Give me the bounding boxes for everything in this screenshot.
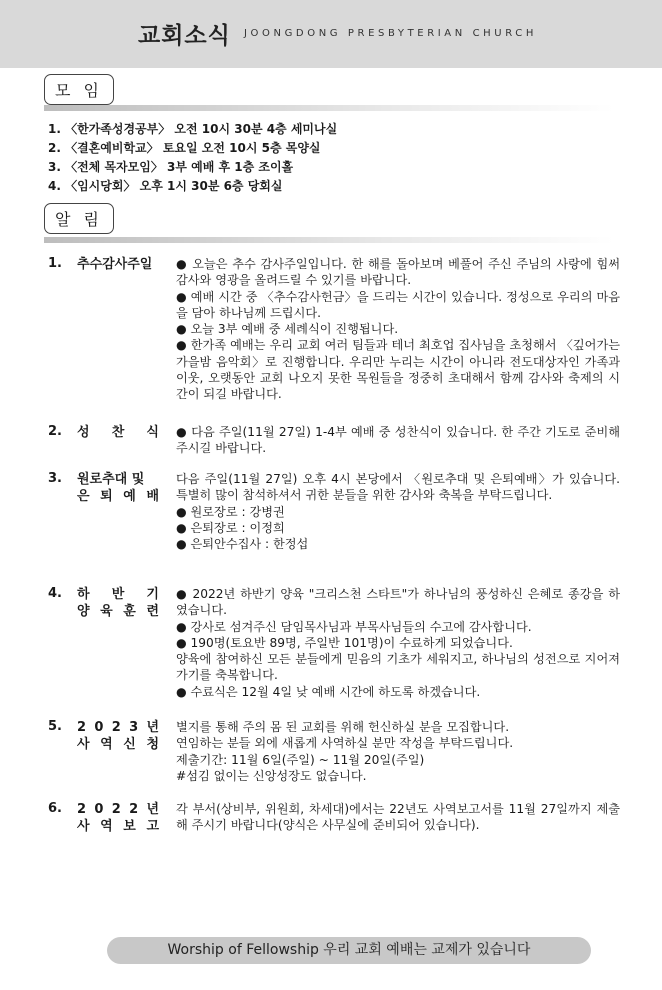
header-band [0, 0, 662, 68]
notice-number: 5. [48, 719, 62, 734]
notice-paragraph: ● 은퇴장로 : 이정희 [176, 520, 285, 535]
church-name: JOONGDONG PRESBYTERIAN CHURCH [244, 28, 537, 39]
notice-heading-line: 원로추대 및 [77, 472, 145, 487]
notice-heading-line: 사 역 보 고 [77, 819, 159, 834]
notice-heading-line: 은 퇴 예 배 [77, 489, 159, 504]
notice-paragraph: ● 오늘 3부 예배 중 세례식이 진행됩니다. [176, 322, 399, 337]
notice-heading-line: 성 찬 식 [77, 425, 159, 440]
meeting-list [48, 120, 628, 196]
notice-heading-line: 2 0 2 3 년 [77, 720, 159, 735]
footer-banner: Worship of Fellowship 우리 교회 예배는 교제가 있습니다 [107, 937, 591, 964]
page-title: 교회소식 [138, 23, 231, 49]
meeting-item: 1. 〈한가족성경공부〉 오전 10시 30분 4층 세미나실 [48, 122, 338, 136]
meetings-divider [44, 105, 614, 111]
notice-paragraph: ● 원로장로 : 강병권 [176, 504, 285, 519]
notices-label: 알 림 [44, 203, 114, 234]
notice-heading-line: 추수감사주일 [77, 257, 153, 272]
notice-paragraph: ● 2022년 하반기 양육 "크리스천 스타트"가 하나님의 풍성하신 은혜로 종강을 하였습니다. [176, 587, 620, 618]
notice-number: 2. [48, 424, 62, 439]
notice-heading-line: 양 육 훈 련 [77, 604, 159, 619]
notice-paragraph: 양육에 참여하신 모든 분들에게 믿음의 기초가 세워지고, 하나님의 성전으로 지어져가기를 축복합니다. [176, 652, 620, 683]
notice-body [176, 256, 620, 403]
meeting-item: 2. 〈결혼예비학교〉 토요일 오전 10시 5층 목양실 [48, 141, 321, 155]
notice-paragraph: 각 부서(상비부, 위원회, 차세대)에서는 22년도 사역보고서를 11월 27일까지 제출해 주시기 바랍니다(양식은 사무실에 준비되어 있습니다). [176, 802, 620, 833]
notice-paragraph: ● 수료식은 12월 4일 낮 예배 시간에 하도록 하겠습니다. [176, 684, 481, 699]
notice-paragraph: 다음 주일(11월 27일) 오후 4시 본당에서 〈원로추대 및 은퇴예배〉가 있습니다. 특별히 많이 참석하셔서 귀한 분들을 위한 감사와 축복을 부탁드립니다. [176, 472, 620, 503]
notice-number: 6. [48, 801, 62, 816]
notice-paragraph: ● 190명(토요반 89명, 주일반 101명)이 수료하게 되었습니다. [176, 635, 513, 650]
notice-paragraph: ● 강사로 섬겨주신 담임목사님과 부목사님들의 수고에 감사합니다. [176, 619, 532, 634]
notice-body [176, 719, 620, 784]
meeting-item: 4. 〈임시당회〉 오후 1시 30분 6층 당회실 [48, 179, 283, 193]
notice-paragraph: ● 한가족 예배는 우리 교회 여러 팀들과 테너 최호업 집사님을 초청해서 〈깊어가는 가을밤 음악회〉로 진행합니다. 우리만 누리는 시간이 아니라 전도대상자인 가족과 이웃, 오랫동안 교회 나오지 못한 목원들을 정중히 초대해서 함께 감사와 축제의 시간이 되길 바랍니다. [176, 338, 620, 402]
notice-body [176, 471, 620, 552]
notice-paragraph: ● 다음 주일(11월 27일) 1-4부 예배 중 성찬식이 있습니다. 한 주간 기도로 준비해 주시길 바랍니다. [176, 425, 620, 456]
notice-body [176, 801, 620, 834]
notice-number: 3. [48, 471, 62, 486]
notice-paragraph: 연임하는 분들 외에 새롭게 사역하실 분만 작성을 부탁드립니다. [176, 736, 514, 751]
notices-divider [44, 237, 614, 243]
notice-body [176, 586, 620, 700]
notice-paragraph: ● 오늘은 추수 감사주일입니다. 한 해를 돌아보며 베풀어 주신 주님의 사랑에 힘써 감사와 영광을 올려드릴 수 있기를 바랍니다. [176, 257, 620, 288]
notice-paragraph: ● 예배 시간 중 〈추수감사헌금〉을 드리는 시간이 있습니다. 정성으로 우리의 마음을 담아 하나님께 드립시다. [176, 289, 620, 320]
meetings-label: 모 임 [44, 74, 114, 105]
notice-heading-line: 2 0 2 2 년 [77, 802, 159, 817]
notice-number: 4. [48, 586, 62, 601]
notice-number: 1. [48, 256, 62, 271]
notice-paragraph: 제출기간: 11월 6일(주일) ~ 11월 20일(주일) [176, 752, 425, 767]
notice-paragraph: 별지를 통해 주의 몸 된 교회를 위해 헌신하실 분을 모집합니다. [176, 720, 510, 734]
meeting-item: 3. 〈전체 목자모임〉 3부 예배 후 1층 조이홀 [48, 160, 294, 174]
notice-heading-line: 하 반 기 [77, 587, 159, 602]
notice-paragraph: ● 은퇴안수집사 : 한정섭 [176, 537, 309, 552]
notice-paragraph: #섬김 없이는 신앙성장도 없습니다. [176, 768, 367, 783]
notice-body [176, 424, 620, 457]
notice-heading-line: 사 역 신 청 [77, 737, 159, 752]
